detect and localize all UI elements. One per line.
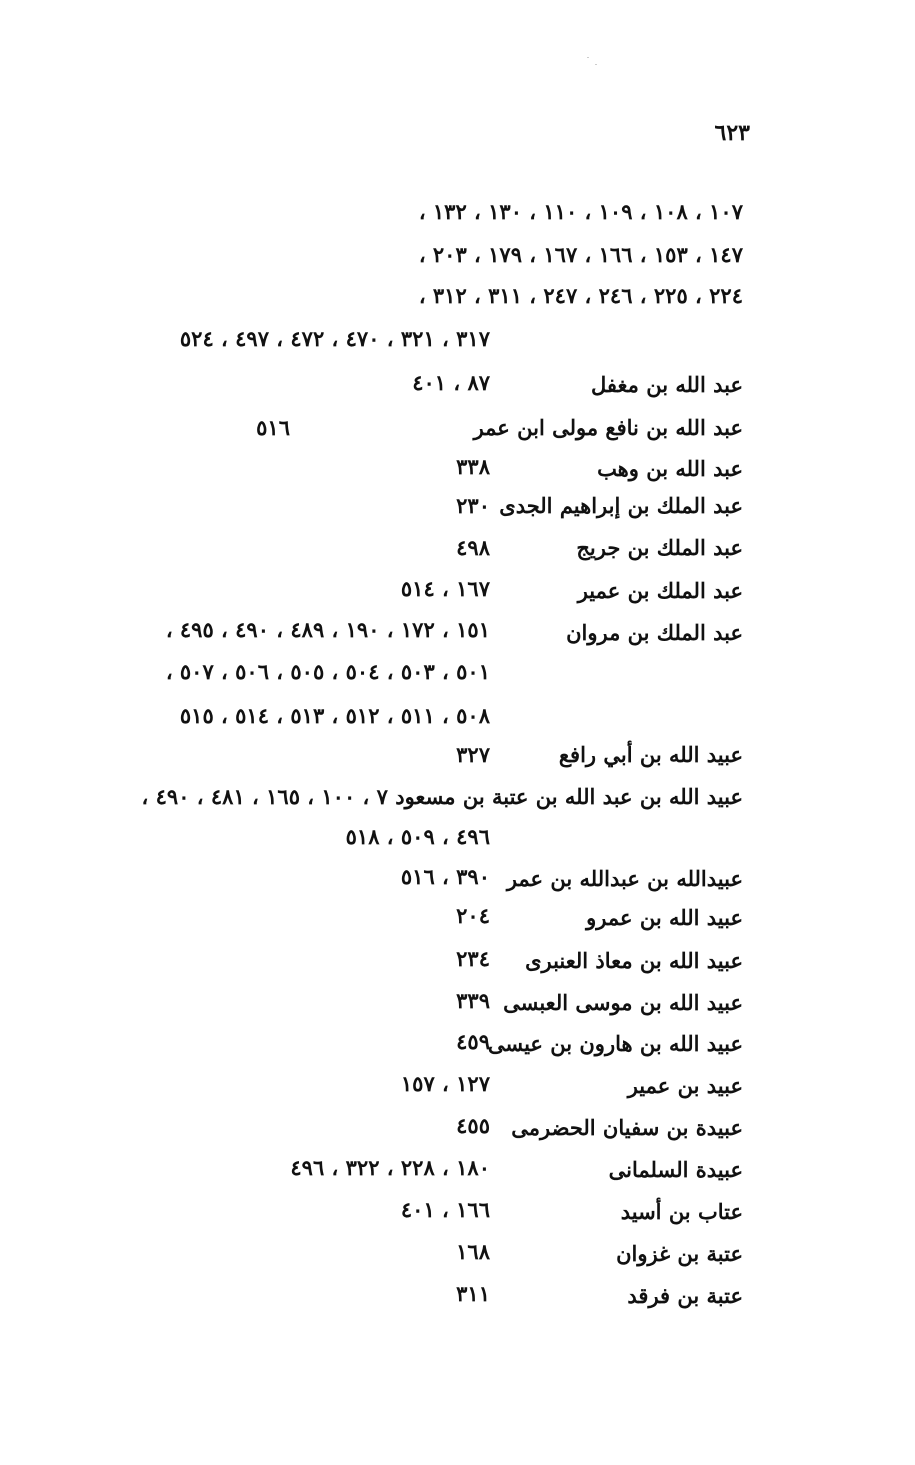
entry-pages: ٣٣٨: [456, 454, 490, 479]
entry-pages: ٣٣٩: [456, 988, 490, 1013]
entry-name: عبد الملك بن عمير: [577, 578, 743, 603]
entry-pages: ١٢٧ ، ١٥٧: [400, 1071, 490, 1096]
entry-pages: ١٦٦ ، ٤٠١: [400, 1197, 490, 1222]
entry-name: عبد الملك بن جريج: [576, 535, 743, 560]
entry-name: عبيد الله بن عمرو: [586, 905, 743, 930]
entry-pages: ٢٠٤: [456, 903, 490, 928]
entry-pages: ٢٣٠: [456, 493, 490, 518]
entry-pages: عبيد الله بن عبد الله بن عتبة بن مسعود ٧ ، ١٠٠ ، ١٦٥ ، ٤٨١ ، ٤٩٠ ،: [141, 784, 743, 809]
entry-pages: ٨٧ ، ٤٠١: [412, 370, 490, 395]
continuation-line: ١٤٧ ، ١٥٣ ، ١٦٦ ، ١٦٧ ، ١٧٩ ، ٢٠٣ ،: [418, 242, 743, 267]
entry-name: عبيد الله بن هارون بن عيسى: [487, 1031, 743, 1056]
entry-name: عبد الله بن وهب: [597, 456, 743, 481]
entry-name: عبيد بن عمير: [627, 1073, 743, 1098]
entry-name: عبيدة السلمانى: [608, 1157, 743, 1182]
entry-name: عتبة بن فرقد: [627, 1283, 743, 1308]
entry-pages: ٣٩٠ ، ٥١٦: [400, 864, 490, 889]
continuation-line: ٢٢٤ ، ٢٢٥ ، ٢٤٦ ، ٢٤٧ ، ٣١١ ، ٣١٢ ،: [418, 283, 743, 308]
entry-name: عبيدالله بن عبدالله بن عمر: [506, 866, 743, 891]
entry-pages: ١٦٧ ، ٥١٤: [400, 576, 490, 601]
entry-name: عبيد الله بن موسى العبسى: [503, 990, 743, 1015]
page-number: ٦٢٣: [714, 120, 750, 146]
entry-pages: ٤٩٦ ، ٥٠٩ ، ٥١٨: [345, 824, 490, 849]
scan-specks: [583, 55, 605, 69]
entry-name: عبد الملك بن مروان: [566, 620, 743, 645]
entry-pages: ٣٢٧: [456, 742, 490, 767]
entry-name: عبد الله بن مغفل: [590, 372, 743, 397]
entry-pages: ٥١٦: [256, 415, 290, 440]
entry-name: عبد الملك بن إبراهيم الجدى: [499, 493, 743, 518]
entry-name: عتبة بن غزوان: [616, 1241, 743, 1266]
entry-pages: ١٨٠ ، ٢٢٨ ، ٣٢٢ ، ٤٩٦: [290, 1155, 490, 1180]
entry-pages: ٤٩٨: [456, 535, 490, 560]
entry-name: عبيد الله بن معاذ العنبرى: [525, 948, 743, 973]
entry-name: عتاب بن أسيد: [620, 1199, 743, 1224]
entry-pages: ٢٣٤: [456, 946, 490, 971]
entry-pages: ٣١١: [456, 1281, 490, 1306]
entry-pages: ٥٠١ ، ٥٠٣ ، ٥٠٤ ، ٥٠٥ ، ٥٠٦ ، ٥٠٧ ،: [165, 659, 490, 684]
entry-pages: ٤٥٥: [456, 1113, 490, 1138]
entry-name: عبد الله بن نافع مولى ابن عمر: [473, 415, 743, 440]
entry-pages: ٥٠٨ ، ٥١١ ، ٥١٢ ، ٥١٣ ، ٥١٤ ، ٥١٥: [179, 703, 490, 728]
entry-name: عبيد الله بن أبي رافع: [558, 742, 743, 767]
entry-name: عبيدة بن سفيان الحضرمى: [511, 1115, 743, 1140]
continuation-line: ١٠٧ ، ١٠٨ ، ١٠٩ ، ١١٠ ، ١٣٠ ، ١٣٢ ،: [418, 199, 743, 224]
continuation-line: ٣١٧ ، ٣٢١ ، ٤٧٠ ، ٤٧٢ ، ٤٩٧ ، ٥٢٤: [179, 326, 490, 351]
entry-pages: ٤٥٩: [456, 1029, 490, 1054]
entry-pages: ١٦٨: [456, 1239, 490, 1264]
entry-pages: ١٥١ ، ١٧٢ ، ١٩٠ ، ٤٨٩ ، ٤٩٠ ، ٤٩٥ ،: [165, 617, 490, 642]
